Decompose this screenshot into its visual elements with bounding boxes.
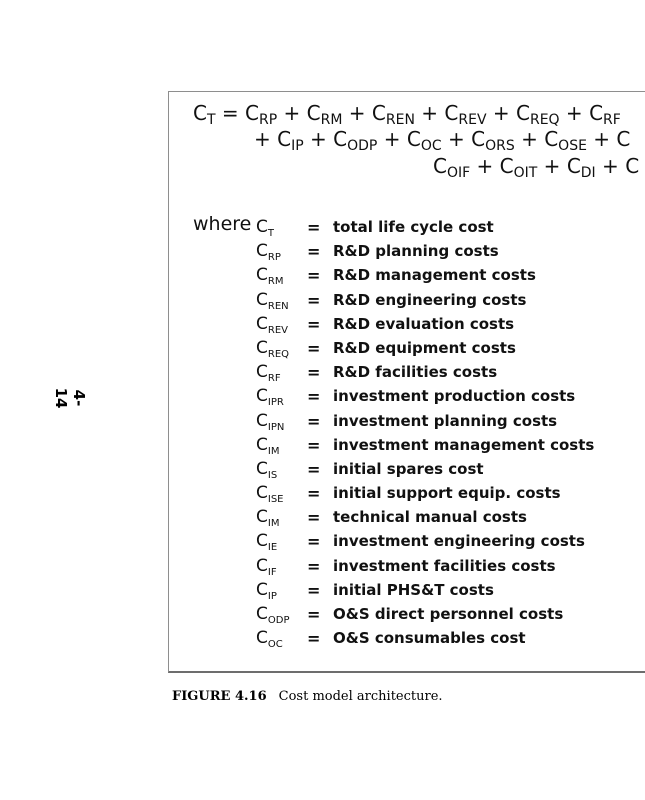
symbol-base: C [245,101,259,125]
symbol-base: C [589,101,604,125]
definition-equals: = [307,387,321,407]
definition-equals: = [307,338,321,358]
symbol-base: C [566,154,581,178]
definition-equals: = [307,411,321,431]
equation-operator: + [486,101,517,125]
definition-equals: = [307,314,321,334]
definition-symbol [256,241,281,263]
definition-symbol [256,314,288,336]
definition-description: investment management costs [333,435,595,454]
definition-symbol [256,265,283,287]
equation-operator: + [414,101,445,125]
symbol-subscript: OC [420,138,442,154]
symbol-subscript: RF [603,112,621,128]
symbol-subscript: ODP [267,615,290,626]
symbol-base: C [371,101,386,125]
symbol-base: C [306,101,321,125]
symbol-subscript: DI [580,165,596,181]
definition-equals: = [307,556,321,576]
symbol-subscript: REN [267,300,289,312]
definition-description: O&S direct personnel costs [333,605,564,623]
equation-term [516,101,560,128]
definition-equals: = [307,508,321,528]
symbol-subscript: OIT [513,165,538,181]
equation-term [371,101,415,128]
definition-description: investment production costs [333,387,576,406]
definition-symbol [256,459,277,481]
symbol-base: C [193,101,207,125]
definition-symbol [256,604,289,626]
symbol-base: C [544,127,559,151]
symbol-subscript: OSE [558,138,587,154]
symbol-subscript: OC [267,639,283,651]
definition-description: R&D engineering costs [333,290,527,309]
symbol-subscript: IM [267,445,280,457]
symbol-subscript: REV [267,324,288,336]
definition-description: initial spares cost [333,459,484,478]
symbol-base: C [256,434,268,455]
symbol-base: C [256,579,268,600]
definition-equals: = [307,532,321,552]
definition-description: total life cycle cost [333,218,494,236]
definition-equals: = [307,484,321,504]
symbol-base: C [616,127,631,151]
symbol-base: C [471,127,486,151]
equation-line-3 [433,154,639,181]
symbol-subscript: RP [267,252,281,264]
definition-description: R&D planning costs [333,242,499,261]
symbol-base: C [516,101,530,125]
definition-equals: = [307,459,321,479]
equation-operator: + [470,154,500,178]
equation-term [333,127,378,154]
equation-line-1 [193,101,621,128]
symbol-subscript: IPR [267,397,284,409]
equation-lhs [193,101,216,128]
definition-description: R&D facilities costs [333,363,498,382]
symbol-base: C [499,154,514,178]
figure-box [168,91,645,673]
symbol-subscript: ORS [485,138,515,154]
definition-equals: = [307,629,321,649]
figure-caption [172,689,443,704]
equation-line-2 [254,127,630,154]
equation-operator: + [559,101,590,125]
symbol-subscript: RM [320,112,343,128]
equation-term [406,127,442,154]
symbol-subscript: IP [291,138,304,154]
symbol-base: C [256,241,268,262]
definition-description: technical manual costs [333,508,527,527]
definition-equals: = [307,363,321,383]
definition-description: investment engineering costs [333,532,585,551]
symbol-base: C [256,217,268,237]
symbol-subscript: IP [267,590,277,602]
figure-caption-text: Cost model architecture. [278,689,443,704]
equation-operator: = [215,101,246,125]
equation-operator: + [537,154,567,178]
equation-term [433,154,471,181]
equation-term [444,101,487,128]
definition-equals: = [307,580,321,600]
symbol-subscript: RP [258,112,278,128]
symbol-subscript: OIF [446,165,471,181]
definition-description: R&D equipment costs [333,338,516,357]
symbol-base: C [256,507,268,528]
symbol-subscript: T [206,112,216,128]
equation-term [245,101,278,128]
equation-operator: + [303,127,334,151]
symbol-base: C [256,362,268,383]
definition-description: investment facilities costs [333,556,556,575]
symbol-subscript: ODP [347,138,378,154]
symbol-subscript: REN [385,112,415,128]
definition-symbol [256,628,283,650]
definition-symbol [256,290,289,312]
symbol-subscript: REV [458,112,487,128]
definition-symbol [256,386,284,408]
equation-term [306,101,343,128]
symbol-base: C [406,127,421,151]
symbol-subscript: REQ [529,112,560,128]
symbol-base: C [444,101,459,125]
symbol-base: C [256,531,268,552]
equation-term [471,127,515,154]
definition-equals: = [307,290,321,310]
equation-term [616,127,630,151]
equation-operator: + [586,127,617,151]
equation-operator: + [277,101,307,125]
equation-operator: + [254,127,278,151]
equation-term [544,127,587,154]
definition-equals: = [307,266,321,286]
definition-symbol [256,580,277,602]
symbol-subscript: RF [267,373,281,385]
definition-symbol [256,483,284,505]
definition-description: R&D management costs [333,266,536,285]
definition-equals: = [307,435,321,455]
symbol-base: C [256,289,268,310]
definition-symbol [256,217,274,239]
symbol-base: C [256,458,268,479]
equation-operator: + [342,101,372,125]
definition-equals: = [307,242,321,262]
definition-equals: = [307,218,321,237]
symbol-base: C [256,337,268,358]
equation-term [625,154,639,178]
symbol-base: C [256,265,268,286]
symbol-base: C [256,555,268,576]
symbol-base: C [256,604,268,624]
figure-label: FIGURE 4.16 [172,689,267,704]
symbol-base: C [256,313,268,334]
symbol-subscript: IS [267,469,278,481]
symbol-subscript: IF [267,566,277,578]
symbol-base: C [333,127,348,151]
symbol-subscript: IM [267,518,280,530]
equation-term [499,154,538,181]
definition-symbol [256,531,277,553]
definition-symbol [256,435,279,457]
definition-symbol [256,338,289,360]
equation-term [277,127,304,154]
definition-description: O&S consumables cost [333,629,526,648]
definition-description: R&D evaluation costs [333,314,515,333]
equation-operator: + [595,154,626,178]
equation-operator: + [514,127,545,151]
definition-description: initial support equip. costs [333,484,561,503]
definition-symbol [256,507,279,529]
definition-description: investment planning costs [333,411,558,430]
symbol-subscript: ISE [267,494,284,506]
definition-description: initial PHS&T costs [333,580,494,599]
symbol-subscript: IE [267,542,278,554]
symbol-subscript: T [267,228,274,239]
definition-equals: = [307,605,321,624]
symbol-base: C [256,483,268,504]
definition-symbol [256,411,284,433]
symbol-base: C [256,410,268,431]
equation-term [566,154,596,181]
equation-operator: + [377,127,407,151]
symbol-base: C [625,154,640,178]
definition-symbol [256,556,277,578]
page-number: 4-14 [52,387,88,409]
symbol-base: C [277,127,292,151]
symbol-subscript: REQ [267,348,290,360]
symbol-base: C [433,154,447,178]
equation-operator: + [441,127,472,151]
symbol-base: C [256,628,268,649]
equation-term [589,101,621,128]
symbol-subscript: RM [267,276,284,288]
symbol-subscript: IPN [267,421,285,433]
symbol-base: C [256,386,268,407]
definition-symbol [256,362,281,384]
where-label: where [193,213,252,235]
